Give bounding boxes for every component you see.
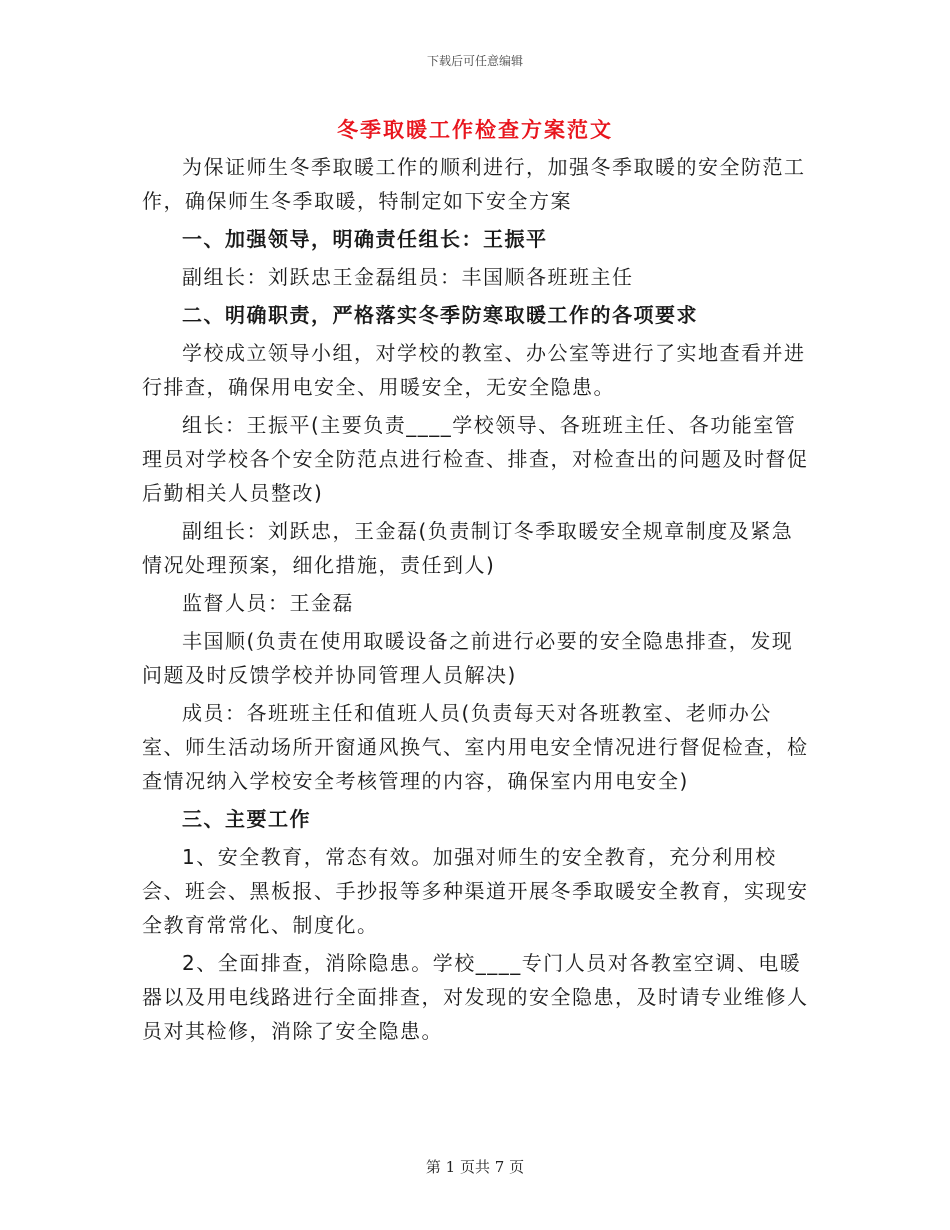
- paragraph-work-1: 1、安全教育，常态有效。加强对师生的安全教育，充分利用校会、班会、黑板报、手抄报等多种渠道开展冬季取暖安全教育，实现安全教育常常化、制度化。: [142, 845, 809, 937]
- section-heading-2: 二、明确职责，严格落实冬季防寒取暖工作的各项要求: [182, 303, 698, 327]
- paragraph-leader-duty: 组长：王振平(主要负责____学校领导、各班班主任、各功能室管理员对学校各个安全防范点进行检查、排查，对检查出的问题及时督促后勤相关人员整改): [142, 413, 809, 505]
- paragraph-supervisor: 监督人员：王金磊: [182, 591, 354, 615]
- paragraph-work-2: 2、全面排查，消除隐患。学校____专门人员对各教室空调、电暖器以及用电线路进行全面排查，对发现的安全隐患，及时请专业维修人员对其检修，消除了安全隐患。: [142, 951, 809, 1043]
- page-number: 第 1 页共 7 页: [425, 1158, 525, 1176]
- page-header-note: 下载后可任意编辑: [426, 54, 523, 68]
- paragraph-feng-duty: 丰国顺(负责在使用取暖设备之前进行必要的安全隐患排查，发现问题及时反馈学校并协同管理人员解决): [142, 629, 794, 687]
- paragraph-members-duty: 成员：各班班主任和值班人员(负责每天对各班教室、老师办公室、师生活动场所开窗通风换气、室内用电安全情况进行督促检查，检查情况纳入学校安全考核管理的内容，确保室内用电安全): [142, 701, 809, 793]
- section-heading-1: 一、加强领导，明确责任组长：王振平: [182, 227, 548, 251]
- section-heading-3: 三、主要工作: [182, 807, 311, 831]
- paragraph-leadership-group: 学校成立领导小组，对学校的教室、办公室等进行了实地查看并进行排查，确保用电安全、用暖安全，无安全隐患。: [142, 341, 806, 399]
- document-title: 冬季取暖工作检查方案范文: [337, 117, 613, 142]
- paragraph-deputy-duty: 副组长：刘跃忠，王金磊(负责制订冬季取暖安全规章制度及紧急情况处理预案，细化措施，责任到人): [142, 519, 794, 577]
- document-body: [142, 150, 812, 1052]
- paragraph-deputy-members: 副组长：刘跃忠王金磊组员：丰国顺各班班主任: [182, 265, 634, 289]
- paragraph-intro: 为保证师生冬季取暖工作的顺利进行，加强冬季取暖的安全防范工作，确保师生冬季取暖，特制定如下安全方案: [142, 155, 806, 213]
